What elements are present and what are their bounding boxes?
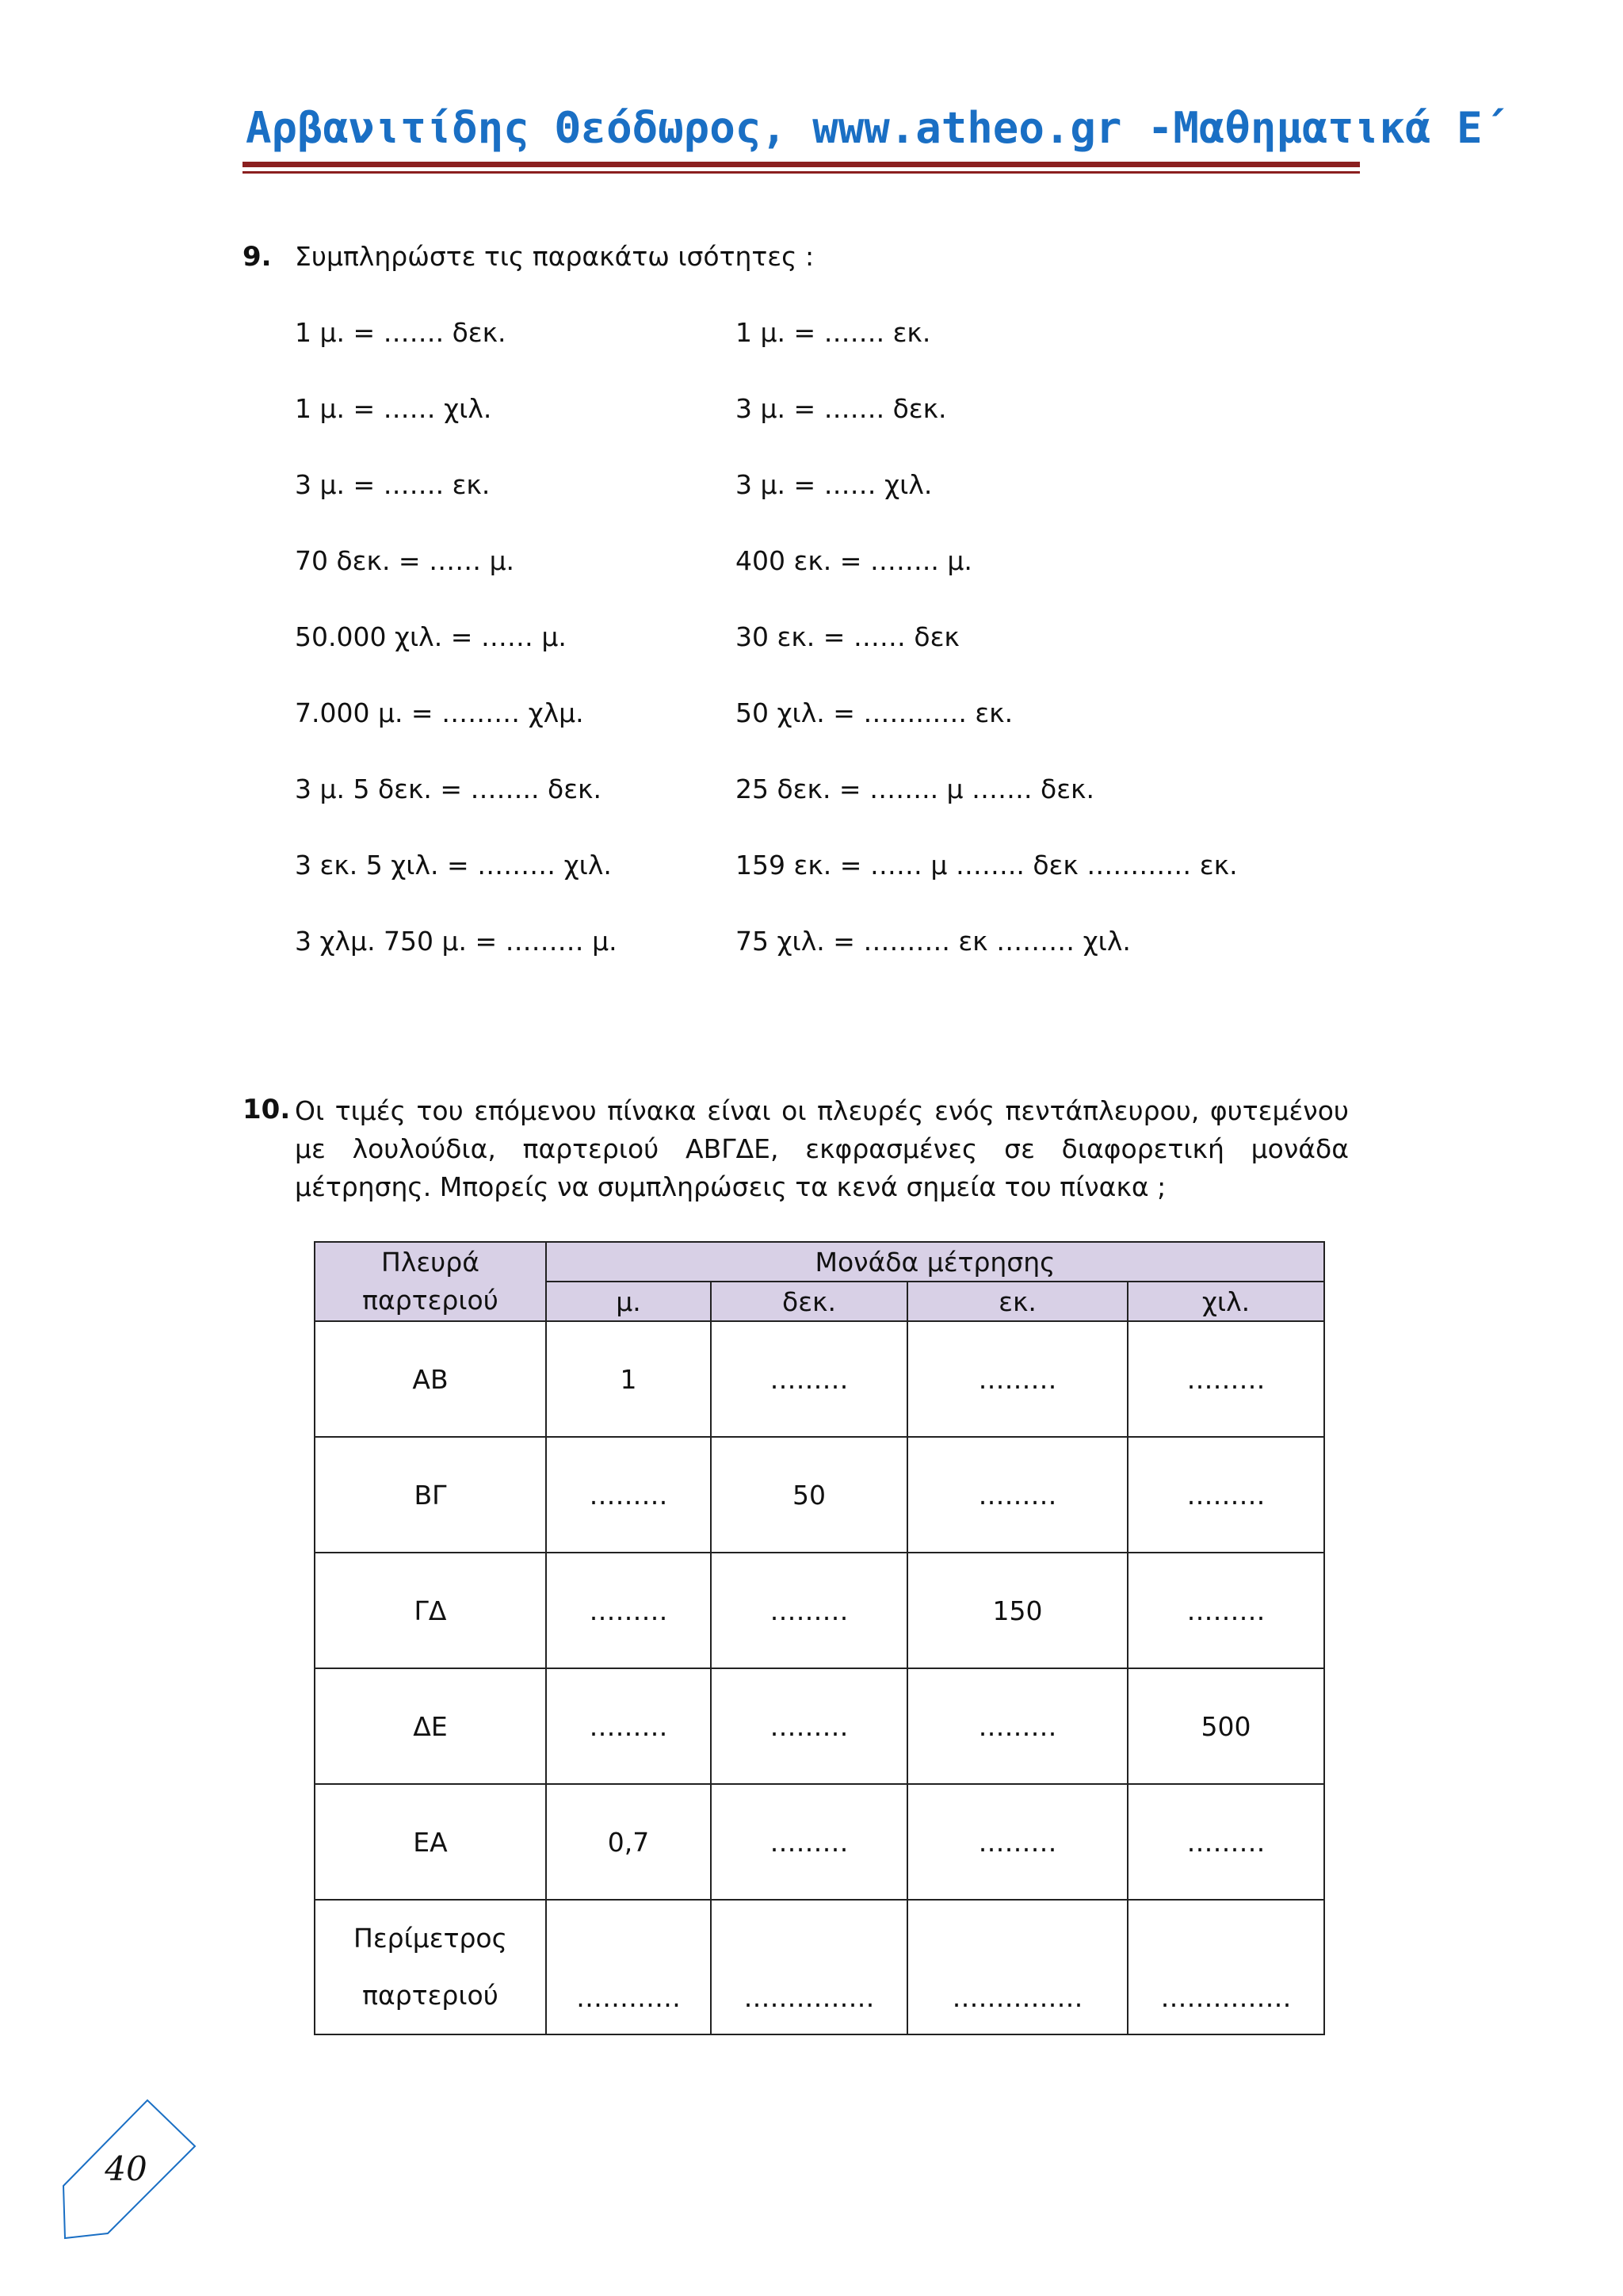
header-title: Αρβανιτίδης Θεόδωρος, www.atheo.gr -Μαθηματικά Ε΄ bbox=[246, 103, 1509, 153]
row-label: ΑΒ bbox=[315, 1321, 546, 1437]
exercise-9-number: 9. bbox=[242, 241, 272, 273]
perimeter-row bbox=[315, 1900, 1324, 2034]
equation-left: 1 μ. = ……. δεκ. bbox=[295, 317, 506, 348]
perimeter-cell: …………… bbox=[1128, 1900, 1324, 2034]
equation-left: 3 χλμ. 750 μ. = ……… μ. bbox=[295, 926, 617, 957]
row-label: ΒΓ bbox=[315, 1437, 546, 1553]
table-cell: 0,7 bbox=[546, 1784, 711, 1900]
equation-right: 159 εκ. = …… μ …….. δεκ ………… εκ. bbox=[735, 850, 1238, 881]
equation-left: 70 δεκ. = …… μ. bbox=[295, 545, 515, 576]
equation-right: 50 χιλ. = ……..…. εκ. bbox=[735, 697, 1014, 728]
exercise-10-number: 10. bbox=[242, 1094, 291, 1125]
table-cell: 50 bbox=[711, 1437, 907, 1553]
table-row bbox=[315, 1553, 1324, 1668]
row-label: ΔΕ bbox=[315, 1668, 546, 1784]
table-cell: ……… bbox=[1128, 1321, 1324, 1437]
table-cell: ……… bbox=[1128, 1784, 1324, 1900]
table-cell: 500 bbox=[1128, 1668, 1324, 1784]
unit-header: Μονάδα μέτρησης bbox=[546, 1242, 1324, 1282]
perimeter-label bbox=[315, 1900, 546, 2034]
side-header bbox=[315, 1242, 546, 1321]
table-cell: 1 bbox=[546, 1321, 711, 1437]
table-cell: ……… bbox=[546, 1437, 711, 1553]
equation-left: 50.000 χιλ. = …… μ. bbox=[295, 621, 567, 652]
table-row bbox=[315, 1668, 1324, 1784]
unit-header-m: μ. bbox=[546, 1282, 711, 1321]
table-cell: ……… bbox=[907, 1784, 1128, 1900]
equation-left: 3 μ. = ……. εκ. bbox=[295, 469, 491, 500]
header-rule bbox=[242, 162, 1360, 167]
table-cell: ……… bbox=[546, 1668, 711, 1784]
page-number: 40 bbox=[105, 2149, 147, 2188]
perimeter-cell: …………… bbox=[711, 1900, 907, 2034]
perimeter-cell: ………… bbox=[546, 1900, 711, 2034]
equation-right: 1 μ. = ……. εκ. bbox=[735, 317, 931, 348]
table-cell: ……… bbox=[711, 1668, 907, 1784]
equation-right: 75 χιλ. = ………. εκ ……… χιλ. bbox=[735, 926, 1131, 957]
equation-right: 3 μ. = ……. δεκ. bbox=[735, 393, 947, 424]
table-cell: ……… bbox=[546, 1553, 711, 1668]
table-cell: ……… bbox=[907, 1437, 1128, 1553]
measurement-table bbox=[314, 1241, 1325, 2035]
unit-header-xil: χιλ. bbox=[1128, 1282, 1324, 1321]
equation-left: 3 μ. 5 δεκ. = …….. δεκ. bbox=[295, 774, 601, 804]
equation-right: 3 μ. = …… χιλ. bbox=[735, 469, 933, 500]
table-cell: ……… bbox=[711, 1784, 907, 1900]
unit-header-dek: δεκ. bbox=[711, 1282, 907, 1321]
equation-right: 30 εκ. = …… δεκ bbox=[735, 621, 960, 652]
table-row bbox=[315, 1784, 1324, 1900]
table-cell: ……… bbox=[907, 1668, 1128, 1784]
equation-left: 3 εκ. 5 χιλ. = ……… χιλ. bbox=[295, 850, 612, 881]
table-cell: ……… bbox=[711, 1553, 907, 1668]
exercise-9-instruction: Συμπληρώστε τις παρακάτω ισότητες : bbox=[295, 241, 815, 272]
side-header-line1: Πλευρά bbox=[381, 1247, 479, 1278]
table-cell: 150 bbox=[907, 1553, 1128, 1668]
perimeter-cell: …………… bbox=[907, 1900, 1128, 2034]
table-cell: ……… bbox=[1128, 1437, 1324, 1553]
perimeter-label-line1: Περίμετρος bbox=[353, 1923, 507, 1954]
table-row bbox=[315, 1321, 1324, 1437]
row-label: ΓΔ bbox=[315, 1553, 546, 1668]
equation-right: 25 δεκ. = …….. μ ……. δεκ. bbox=[735, 774, 1094, 804]
perimeter-label-line2: παρτεριού bbox=[362, 1980, 498, 2011]
side-header-line2: παρτεριού bbox=[362, 1285, 498, 1316]
unit-header-ek: εκ. bbox=[907, 1282, 1128, 1321]
equation-left: 1 μ. = …… χιλ. bbox=[295, 393, 492, 424]
row-label: ΕΑ bbox=[315, 1784, 546, 1900]
equation-left: 7.000 μ. = ……… χλμ. bbox=[295, 697, 584, 728]
header-rule-thin bbox=[242, 171, 1360, 174]
table-cell: ……… bbox=[711, 1321, 907, 1437]
table-row bbox=[315, 1437, 1324, 1553]
table-cell: ……… bbox=[1128, 1553, 1324, 1668]
equation-right: 400 εκ. = …….. μ. bbox=[735, 545, 972, 576]
table-cell: ……… bbox=[907, 1321, 1128, 1437]
exercise-10-text: Οι τιμές του επόμενου πίνακα είναι οι πλευρές ενός πεντάπλευρου, φυτεμένου με λουλούδια, παρτεριού ΑΒΓΔΕ, εκφρασμένες σε διαφορετική μονάδα μέτρησης. Μπορείς να συμπληρώσεις τα κενά σημεία του πίνακα ; bbox=[295, 1095, 1349, 1202]
